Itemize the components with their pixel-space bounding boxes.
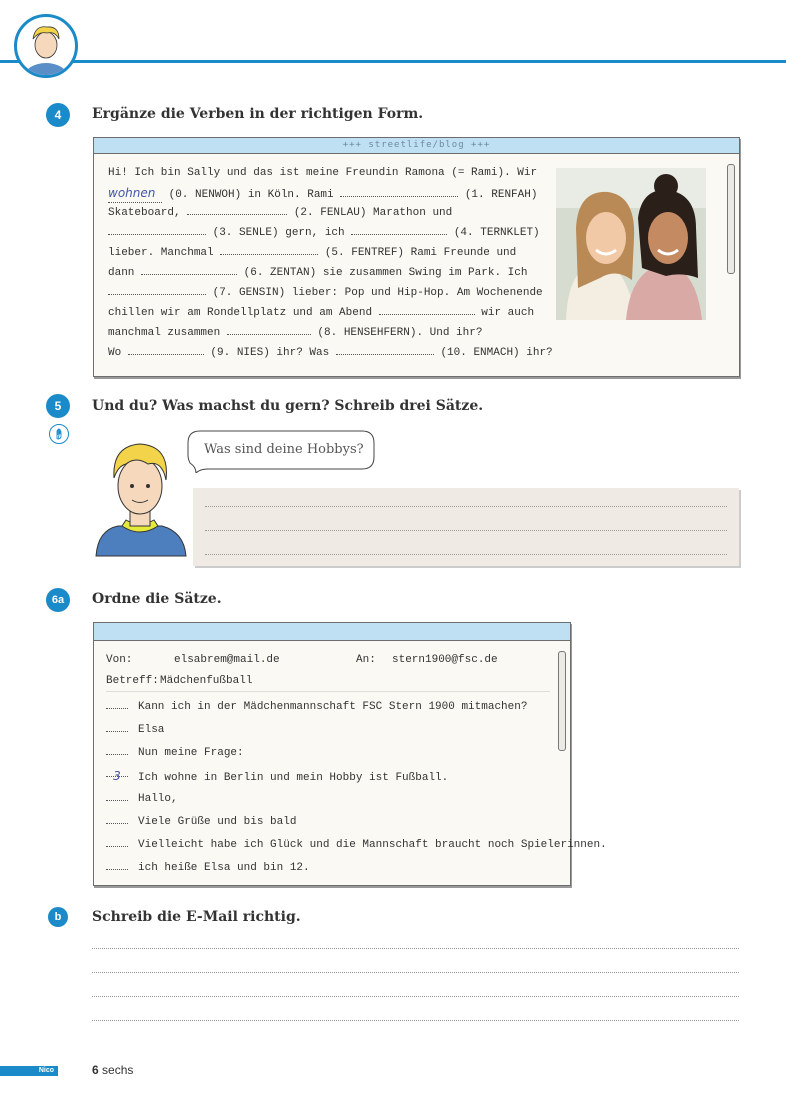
- write-line-3[interactable]: [92, 996, 739, 997]
- sentence-row: ich heiße Elsa und bin 12.: [106, 858, 310, 878]
- blog-line-4: (3. SENLE) gern, ich (4. TERNKLET): [108, 224, 540, 242]
- answer-line-3[interactable]: [205, 554, 727, 555]
- blog-line-6: dann (6. ZENTAN) sie zusammen Swing im Park. Ich: [108, 264, 527, 282]
- sentence-row: Kann ich in der Mädchenmannschaft FSC Stern 1900 mitmachen?: [106, 697, 527, 717]
- page-number: [92, 1063, 133, 1077]
- exercise-4-title: Ergänze die Verben in der richtigen Form.: [92, 106, 424, 122]
- blog-line-8: chillen wir am Rondellplatz und am Abend wir auch: [108, 304, 534, 322]
- order-blank[interactable]: [106, 836, 128, 847]
- order-blank[interactable]: [106, 698, 128, 709]
- nico-avatar: [14, 14, 78, 78]
- order-blank[interactable]: [106, 859, 128, 870]
- sentence-row: Hallo,: [106, 789, 178, 809]
- blog-window: [93, 137, 740, 377]
- answer-line-1[interactable]: [205, 506, 727, 507]
- blank-6[interactable]: [141, 264, 237, 275]
- from-label: Von:: [106, 654, 133, 666]
- write-line-4[interactable]: [92, 1020, 739, 1021]
- sentence-row: Viele Grüße und bis bald: [106, 812, 296, 832]
- to-label: An:: [356, 654, 376, 666]
- order-blank[interactable]: [106, 790, 128, 801]
- blank-5[interactable]: [220, 244, 318, 255]
- header-rule: [0, 60, 786, 63]
- blank-3[interactable]: [108, 224, 206, 235]
- order-blank[interactable]: [106, 813, 128, 824]
- exercise-6b-title: Schreib die E-Mail richtig.: [92, 909, 301, 925]
- write-line-2[interactable]: [92, 972, 739, 973]
- blog-line-1: Hi! Ich bin Sally und das ist meine Freundin Ramona (= Rami). Wir: [108, 167, 538, 179]
- blank-4[interactable]: [351, 224, 447, 235]
- speech-bubble: [186, 429, 376, 473]
- exercise-4-number: 4: [46, 103, 70, 127]
- girls-photo: [556, 168, 706, 320]
- nico-illustration: [92, 438, 188, 558]
- from-value: elsabrem@mail.de: [174, 654, 280, 666]
- blank-9[interactable]: [128, 344, 204, 355]
- from-row: [106, 650, 550, 670]
- blank-2[interactable]: [187, 204, 287, 215]
- sentence-row: Nun meine Frage:: [106, 743, 244, 763]
- sentence-row: 3 Ich wohne in Berlin und mein Hobby ist Fußball.: [106, 766, 448, 786]
- blog-window-bar: +++ streetlife/blog +++: [94, 138, 739, 154]
- blog-line-5: lieber. Manchmal (5. FENTREF) Rami Freunde und: [108, 244, 516, 262]
- blog-line-9: manchmal zusammen (8. HENSEHFERN). Und ihr?: [108, 324, 482, 342]
- order-blank[interactable]: [106, 744, 128, 755]
- blank-1[interactable]: [340, 186, 458, 197]
- answer-0[interactable]: wohnen: [108, 184, 162, 203]
- sentence-row: Vielleicht habe ich Glück und die Mannschaft braucht noch Spielerinnen.: [106, 835, 607, 855]
- exercise-6b-number: b: [48, 907, 68, 927]
- answer-line-2[interactable]: [205, 530, 727, 531]
- email-window: [93, 622, 607, 886]
- answer-box[interactable]: [193, 488, 739, 566]
- exercise-6a-title: Ordne die Sätze.: [92, 591, 222, 607]
- blog-line-2: wohnen (0. NENWOH) in Köln. Rami (1. RENFAH): [108, 186, 538, 201]
- blank-10[interactable]: [336, 344, 434, 355]
- writing-hand-icon: [49, 424, 69, 444]
- order-blank[interactable]: [106, 721, 128, 732]
- exercise-5-number: 5: [46, 394, 70, 418]
- blank-7[interactable]: [108, 284, 206, 295]
- page-number-digit: 6: [92, 1063, 99, 1077]
- subject-label: Betreff:: [106, 675, 159, 687]
- subject-value: Mädchenfußball: [160, 675, 253, 687]
- blank-8a[interactable]: [379, 304, 475, 315]
- blog-line-3: Skateboard, (2. FENLAU) Marathon und: [108, 204, 452, 222]
- page-number-word: sechs: [102, 1063, 134, 1077]
- write-line-1[interactable]: [92, 948, 739, 949]
- sentence-row: Elsa: [106, 720, 164, 740]
- blog-line-7: (7. GENSIN) lieber: Pop und Hip-Hop. Am Wochenende: [108, 284, 543, 302]
- blank-8[interactable]: [227, 324, 311, 335]
- footer-tag: Nico: [0, 1066, 58, 1076]
- to-value: stern1900@fsc.de: [392, 654, 498, 666]
- blog-scrollbar[interactable]: [727, 164, 735, 274]
- order-blank[interactable]: 3: [106, 766, 128, 777]
- email-scrollbar[interactable]: [558, 651, 566, 751]
- email-window-bar: [94, 623, 570, 641]
- speech-bubble-text: Was sind deine Hobbys?: [204, 442, 364, 457]
- exercise-6a-number: 6a: [46, 588, 70, 612]
- exercise-5-title: Und du? Was machst du gern? Schreib drei Sätze.: [92, 398, 484, 414]
- blog-line-10: Wo (9. NIES) ihr? Was (10. ENMACH) ihr?: [108, 344, 553, 362]
- subject-row: [106, 671, 550, 692]
